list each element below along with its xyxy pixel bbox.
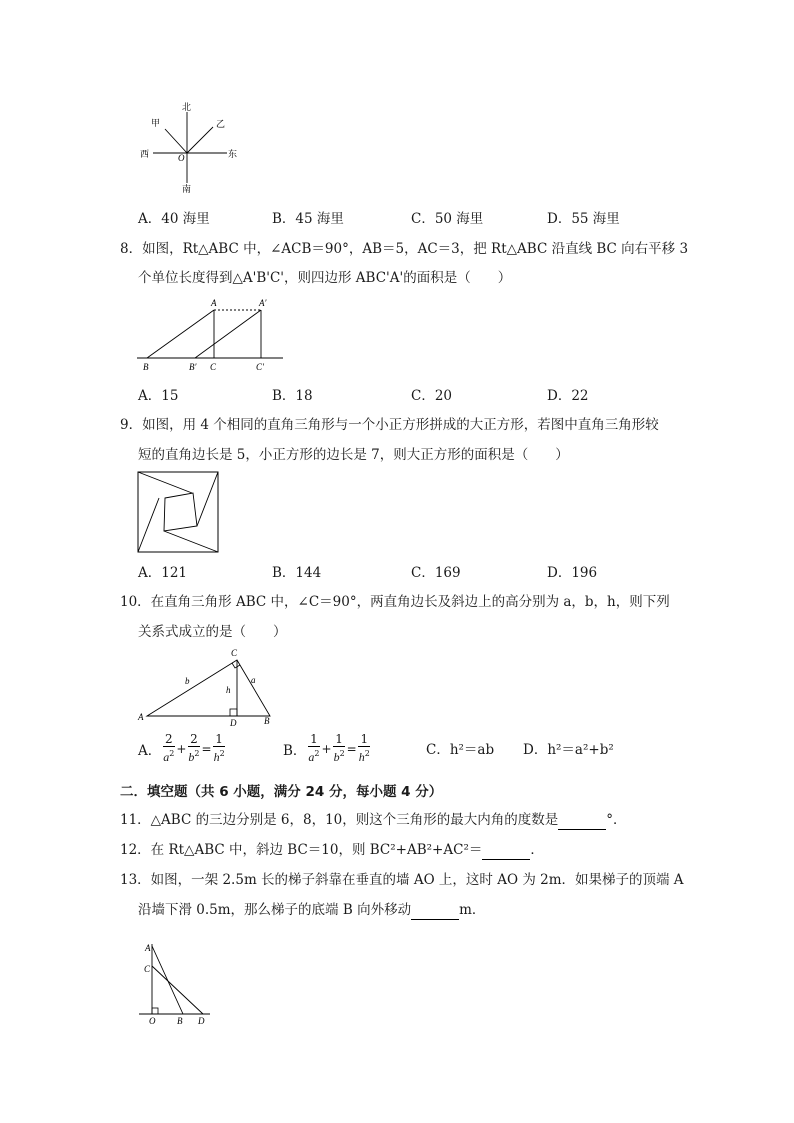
q10-text-line1: 10．在直角三角形 ABC 中，∠C＝90°，两直角边长及斜边上的高分别为 a，b，h，则下列 <box>120 594 670 610</box>
label-D: D <box>198 1016 205 1026</box>
q8-option-b: B．18 <box>272 388 313 404</box>
section-heading-fill-in: 二．填空题（共 6 小题，满分 24 分，每小题 4 分） <box>120 784 443 800</box>
label-D: D <box>230 718 237 728</box>
label-A-prime: A′ <box>259 298 267 308</box>
q7-option-b: B．45 海里 <box>272 211 344 227</box>
q9-option-a: A．121 <box>138 565 188 581</box>
right-triangle-altitude-figure <box>135 646 280 728</box>
ladder-figure <box>137 936 215 1030</box>
label-C-prime: C′ <box>256 362 264 372</box>
q10-option-d: D．h²＝a²+b² <box>523 742 614 758</box>
label-B: B <box>264 716 270 726</box>
q13-answer-blank[interactable] <box>411 905 459 920</box>
q10-text-line2: 关系式成立的是（ ） <box>138 624 287 640</box>
label-b: b <box>185 676 190 686</box>
pinwheel-square-figure <box>137 471 219 553</box>
q7-option-a: A．40 海里 <box>138 211 210 227</box>
label-a: a <box>251 675 256 685</box>
label-C: C <box>231 648 238 658</box>
label-O: O <box>149 1016 156 1026</box>
east-label: 东 <box>228 150 238 160</box>
label-A: A <box>138 712 144 722</box>
q11-text: 11．△ABC 的三边分别是 6，8，10，则这个三角形的最大内角的度数是 °． <box>120 812 627 828</box>
label-A: A <box>211 298 217 308</box>
q8-text-line2: 个单位长度得到△A'B'C'，则四边形 ABC'A'的面积是（ ） <box>138 270 512 286</box>
q11-answer-blank[interactable] <box>558 815 606 830</box>
q7-option-d: D．55 海里 <box>547 211 620 227</box>
jia-label: 甲 <box>151 119 161 129</box>
q9-option-d: D．196 <box>547 565 598 581</box>
label-h: h <box>226 685 231 695</box>
label-C: C <box>144 964 151 974</box>
q12-answer-blank[interactable] <box>482 845 530 860</box>
q8-option-c: C．20 <box>411 388 453 404</box>
q8-text-line1: 8．如图，Rt△ABC 中，∠ACB＝90°，AB＝5，AC＝3，把 Rt△ABC 沿直线 BC 向右平移 3 <box>120 241 689 257</box>
translation-figure <box>135 294 290 374</box>
label-B: B <box>177 1016 183 1026</box>
q9-option-c: C．169 <box>411 565 461 581</box>
south-label: 南 <box>182 185 192 195</box>
label-C: C <box>210 362 217 372</box>
q10-option-b: B． $\frac{1}{a^2}$ + $\frac{1}{b^2}$ = $\frac{1}{h^2}$ <box>283 732 370 764</box>
q13-text-line1: 13．如图，一架 2.5m 长的梯子斜靠在垂直的墙 AO 上，这时 AO 为 2m．如果梯子的顶端 A <box>120 872 684 888</box>
q9-text-line1: 9．如图，用 4 个相同的直角三角形与一个小正方形拼成的大正方形，若图中直角三角形较 <box>120 417 659 433</box>
west-label: 西 <box>140 150 150 160</box>
q9-text-line2: 短的直角边长是 5，小正方形的边长是 7，则大正方形的面积是（ ） <box>138 447 569 463</box>
origin-label: O <box>178 153 185 163</box>
north-label: 北 <box>182 103 192 113</box>
label-B-prime: B′ <box>189 362 197 372</box>
q13-text-line2: 沿墙下滑 0.5m，那么梯子的底端 B 向外移动 m． <box>138 902 486 918</box>
q10-option-c: C．h²＝ab <box>426 742 495 758</box>
q12-text: 12．在 Rt△ABC 中，斜边 BC＝10，则 BC²+AB²+AC²＝ ． <box>120 842 544 858</box>
q8-option-d: D．22 <box>547 388 589 404</box>
q7-option-c: C．50 海里 <box>411 211 484 227</box>
label-A: A <box>145 943 151 953</box>
yi-label: 乙 <box>216 120 226 130</box>
compass-figure <box>135 98 245 196</box>
q9-option-b: B．144 <box>272 565 322 581</box>
label-B: B <box>143 362 149 372</box>
q8-option-a: A．15 <box>138 388 179 404</box>
q10-option-a: A． $\frac{2}{a^2}$ + $\frac{2}{b^2}$ = $\frac{1}{h^2}$ <box>138 732 225 764</box>
